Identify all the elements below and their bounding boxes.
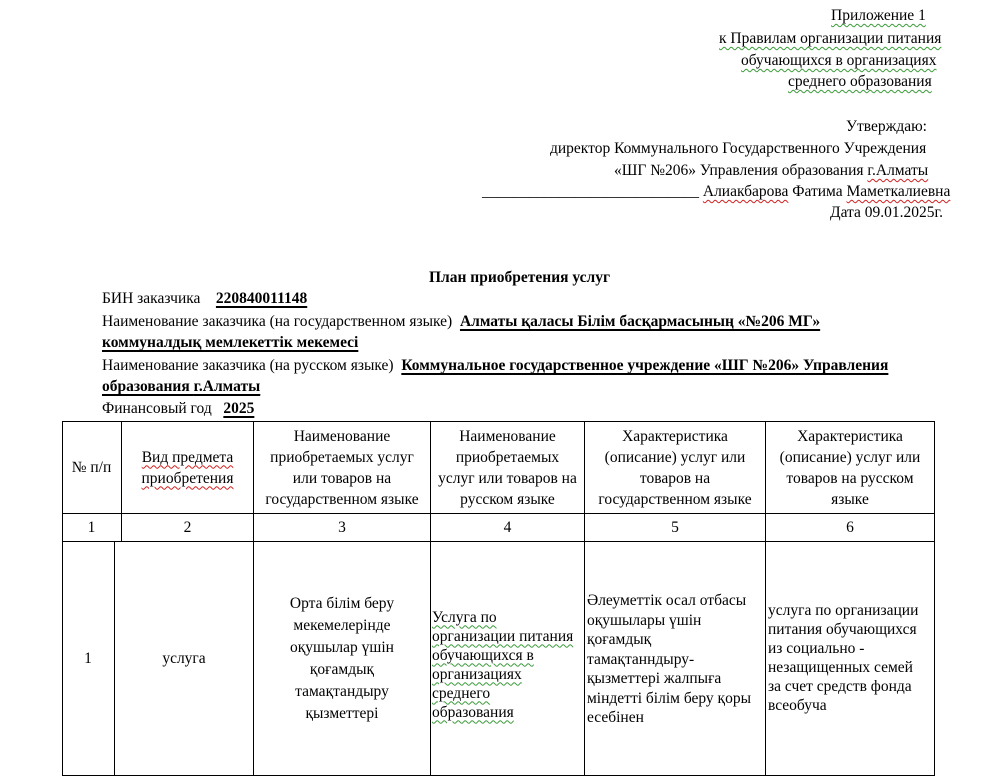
header-text: Вид предмета приобретения [141, 448, 234, 487]
customer-name-ru-label: Наименование заказчика (на русском языке) [102, 357, 394, 374]
approval-date: Дата 09.01.2025г. [830, 204, 944, 221]
approver-position: директор Коммунального Государственного Учреждения [550, 140, 927, 157]
fiscal-year-line [102, 399, 254, 419]
customer-name-kz-value: Алматы қаласы Білім басқармасының «№206 МГ» [459, 313, 821, 330]
customer-name-ru-value: Коммунальное государственное учреждение «ШГ №206» Управления [401, 357, 889, 374]
approve-label: Утверждаю: [846, 118, 927, 135]
bin-value: 220840011148 [215, 290, 308, 307]
appendix-line-3: обучающихся в организациях [741, 52, 937, 69]
row-name-ru: Услуга по организации питания обучающихся в организациях среднего образования [432, 608, 574, 721]
customer-city: г.Алматы [193, 378, 261, 395]
fiscal-year-label: Финансовый год [102, 400, 212, 417]
column-number-3: 3 [338, 519, 346, 536]
customer-name-kz-value-cont: коммуналдық мемлекеттік мекемесі [102, 334, 359, 351]
column-number-4: 4 [503, 519, 512, 536]
column-number-1: 1 [87, 519, 96, 536]
bin-line [102, 289, 307, 309]
header-cell-desc-ru [766, 422, 934, 513]
appendix-line-2: к Правилам организации питания [719, 30, 942, 47]
approver-organization [614, 161, 928, 181]
appendix-line-1: Приложение 1 [831, 7, 926, 24]
header-cell-number [62, 422, 121, 513]
organization-city: г.Алматы [867, 162, 929, 179]
plan-title: План приобретения услуг [429, 269, 611, 286]
row-number: 1 [84, 650, 92, 667]
approver-first-name: Фатима [788, 183, 847, 200]
row-name-kz: Орта білім беру мекемелерінде оқушылар үшін қоғамдық тамақтандыру қызметтері [289, 594, 395, 722]
column-number-6: 6 [846, 519, 854, 536]
appendix-line-4: среднего образования [788, 73, 932, 90]
column-number-2: 2 [183, 519, 192, 536]
header-cell-name-ru [431, 422, 584, 513]
header-cell-desc-kz [585, 422, 765, 513]
header-cell-type [122, 422, 253, 513]
approver-patronymic: Маметкалиевна [846, 183, 951, 200]
signature-line: ____________________________ [482, 183, 699, 200]
header-text: Характеристика (описание) услуг или товаров на государственном языке [598, 427, 752, 508]
row-desc-kz: Әлеуметтік осал отбасы оқушылары үшін қоғамдық тамақтанндыру- қызметтері жалпыға міндетті білім беру қоры есебінен [587, 592, 751, 727]
customer-name-ru-line [102, 356, 888, 376]
customer-name-kz-line [102, 312, 820, 332]
header-text: Наименование приобретаемых услуг или товаров на государственном языке [265, 427, 419, 508]
header-text: Наименование приобретаемых услуг или товаров на русском языке [438, 427, 577, 508]
approver-signature [482, 182, 950, 202]
header-cell-name-kz [254, 422, 430, 513]
row-desc-ru: услуга по организации питания обучающихся из социально - незащищенных семей за счет средств фонда всеобуча [768, 601, 919, 714]
fiscal-year-value: 2025 [223, 400, 255, 417]
organization-name: «ШГ №206» Управления образования [614, 162, 868, 179]
bin-label: БИН заказчика [102, 290, 201, 307]
customer-name-ru-value-cont: образования г.Алматы [102, 378, 261, 395]
approver-last-name: Алиакбарова [702, 183, 789, 200]
customer-name-kz-label: Наименование заказчика (на государственном языке) [102, 313, 453, 330]
header-text: Характеристика (описание) услуг или товаров на русском языке [779, 427, 921, 508]
row-type: услуга [162, 650, 206, 667]
column-number-5: 5 [671, 519, 679, 536]
header-text: № п/п [71, 459, 112, 476]
